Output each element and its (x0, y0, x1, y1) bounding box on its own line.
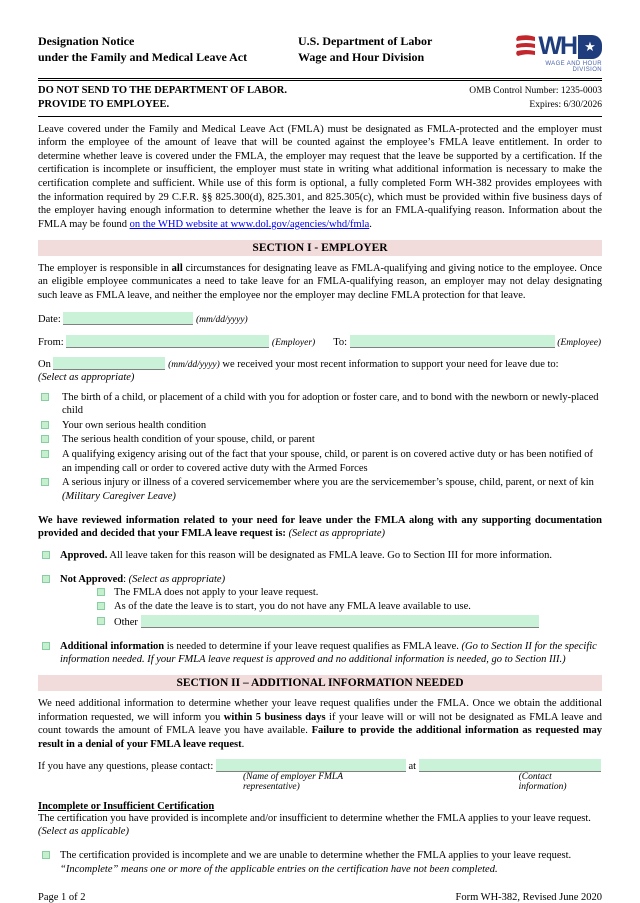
on-label: On (38, 358, 51, 370)
na-no-leave-checkbox[interactable] (97, 602, 105, 610)
reason-own-health-checkbox[interactable] (41, 421, 49, 429)
reason-family-health-checkbox[interactable] (41, 435, 49, 443)
contact-info-input[interactable] (419, 759, 601, 772)
certification-incomplete-checkbox[interactable] (42, 851, 50, 859)
notice-rule (38, 116, 602, 117)
reason-item-birth: The birth of a child, or placement of a child with you for adoption or foster care, and to bond with the newborn or newly-placed child (38, 391, 602, 418)
whd-logo-caption: WAGE AND HOUR DIVISION (545, 61, 602, 73)
section1-intro: The employer is responsible in all circumstances for designating leave as FMLA-qualifying and giving notice to the employee. Once an eligible employee communicates a need to take leave for an FMLA-qualifying reason, an employer may not delay designating such leave as FMLA leave, and neither the employee nor the employer may decline FMLA protection for that leave. (38, 262, 602, 301)
form-title (38, 34, 298, 65)
from-employer-input[interactable] (66, 335, 269, 348)
na-option-other: Other (97, 615, 602, 630)
to-employee-input[interactable] (350, 335, 555, 348)
section2-intro: We need additional information to determine whether your leave request qualifies under the FMLA. Once we obtain the additional information requested, we will inform you within 5 business days if your leave will or will not be designated as FMLA leave and count towards the amount of FMLA leave you have available. Failure to provide the additional information as requested may result in a denial of your FMLA leave request. (38, 698, 602, 750)
form-title-line2: under the Family and Medical Leave Act (38, 49, 248, 64)
reason-item-own-health: Your own serious health condition (38, 419, 602, 433)
form-number: Form WH-382, Revised June 2020 (455, 892, 602, 903)
not-approved-item: Not Approved: (Select as appropriate) The FMLA does not apply to your leave request. As of the date the leave is to start, you do not have any FMLA leave available to use. Other (38, 573, 602, 630)
date-label: Date: (38, 313, 61, 325)
date-format-hint: (mm/dd/yyyy) (196, 314, 248, 325)
from-caption: (Employer) (271, 337, 316, 348)
agency-line2: Wage and Hour Division (298, 49, 425, 64)
on-rest-text: we received your most recent information to support your need for leave due to: (219, 358, 559, 370)
page-number: Page 1 of 2 (38, 892, 86, 903)
reason-birth-checkbox[interactable] (41, 393, 49, 401)
reason-item-exigency: A qualifying exigency arising out of the fact that your spouse, child, or parent is on covered active duty or has been notified of an impending call or order to covered active duty with the Armed Forces (38, 448, 602, 475)
whd-logo-stripes-icon (514, 35, 536, 59)
contact-captions (38, 772, 602, 792)
notice-row (38, 84, 602, 113)
whd-logo-wh: WH (538, 32, 576, 60)
contact-label: If you have any questions, please contact: (38, 760, 216, 772)
incomplete-certification-text: The certification you have provided is incomplete and/or insufficient to determine whether the FMLA applies to your leave request. (Select as applicable) (38, 812, 591, 838)
certification-incomplete-item: The certification provided is incomplete and we are unable to determine whether the FMLA applies to your leave request. “Incomplete” means one or more of the applicable entries on the certification have not been completed. (38, 849, 602, 876)
form-header (38, 34, 602, 73)
approved-item: Approved. All leave taken for this reason will be designated as FMLA leave. Go to Section III for more information. (38, 549, 602, 563)
on-date-input[interactable] (53, 357, 165, 370)
leave-reason-list (38, 391, 602, 504)
reason-item-servicemember: A serious injury or illness of a covered servicemember where you are the servicemember’s spouse, child, parent, or next of kin (Military Caregiver Leave) (38, 476, 602, 503)
approved-checkbox[interactable] (42, 551, 50, 559)
date-input[interactable] (63, 312, 193, 325)
na-not-apply-checkbox[interactable] (97, 588, 105, 596)
not-approved-checkbox[interactable] (42, 575, 50, 583)
whd-logo-d-star-icon: ★ (578, 35, 602, 59)
reviewed-statement: We have reviewed information related to your need for leave under the FMLA along with any supporting documentation provided and decided that your FMLA leave request is: (Select as appropriate) (38, 514, 602, 540)
to-caption: (Employee) (557, 337, 602, 348)
contact-name-input[interactable] (216, 759, 406, 772)
reason-servicemember-checkbox[interactable] (41, 478, 49, 486)
select-appropriate-hint-1: (Select as appropriate) (38, 371, 135, 383)
from-label: From: (38, 336, 64, 348)
contact-info-caption: (Contact information) (518, 771, 567, 792)
omb-expires: Expires: 6/30/2026 (529, 100, 602, 111)
reason-item-family-health: The serious health condition of your spouse, child, or parent (38, 433, 602, 447)
page-footer (38, 892, 602, 903)
additional-info-item: Additional information is needed to determine if your leave request qualifies as FMLA leave. (Go to Section II for the specific information needed. If your FMLA leave request is approved and no additional information is needed, go to Section III.) (38, 640, 602, 667)
from-group (38, 335, 315, 348)
reason-exigency-checkbox[interactable] (41, 450, 49, 458)
contact-row: If you have any questions, please contact: at (38, 759, 602, 772)
form-title-line1: Designation Notice (38, 34, 135, 48)
na-option-not-apply: The FMLA does not apply to your leave request. (97, 586, 602, 600)
to-group (333, 335, 601, 348)
na-option-no-leave: As of the date the leave is to start, you do not have any FMLA leave available to use. (97, 600, 602, 614)
from-to-row (38, 335, 602, 348)
agency-name (298, 34, 514, 65)
on-format-hint: (mm/dd/yyyy) (168, 359, 220, 370)
omb-info (469, 84, 602, 113)
agency-line1: U.S. Department of Labor (298, 34, 433, 48)
on-date-row (38, 357, 602, 370)
section1-header: SECTION I - EMPLOYER (38, 240, 602, 256)
contact-name-caption: (Name of employer FMLA representative) (243, 771, 343, 792)
whd-logo (514, 34, 602, 73)
section2-header: SECTION II – ADDITIONAL INFORMATION NEEDED (38, 675, 602, 691)
other-reason-input[interactable] (141, 615, 539, 628)
na-other-checkbox[interactable] (97, 617, 105, 625)
intro-paragraph: Leave covered under the Family and Medical Leave Act (FMLA) must be designated as FMLA-protected and the employer must inform the employee of the amount of leave that will be counted against the employee’s FMLA leave entitlement. In order to determine whether leave is covered under the FMLA, the employer may request that the leave be supported by a certification. If the certification is incomplete or insufficient, the employer must state in writing what additional information is necessary to make the certification complete and sufficient. While use of this form is optional, a fully completed Form WH-382 provides employees with the information required by 29 C.F.R. §§ 825.300(d), 825.301, and 825.305(c), which must be provided within five business days of the employer having enough information to determine whether the leave is for an FMLA-qualifying reason. Information about the FMLA may be found on the WHD website at www.dol.gov/agencies/whd/fmla. (38, 123, 602, 230)
omb-control-number: OMB Control Number: 1235-0003 (469, 86, 602, 96)
additional-info-checkbox[interactable] (42, 642, 50, 650)
whd-website-link[interactable]: on the WHD website at www.dol.gov/agencies/whd/fmla (129, 218, 370, 230)
to-label: To: (333, 336, 348, 348)
incomplete-certification-heading: Incomplete or Insufficient Certification (38, 800, 215, 812)
do-not-send-notice: DO NOT SEND TO THE DEPARTMENT OF LABOR. PROVIDE TO EMPLOYEE. (38, 85, 287, 111)
date-row (38, 312, 602, 325)
header-rule (38, 78, 602, 81)
